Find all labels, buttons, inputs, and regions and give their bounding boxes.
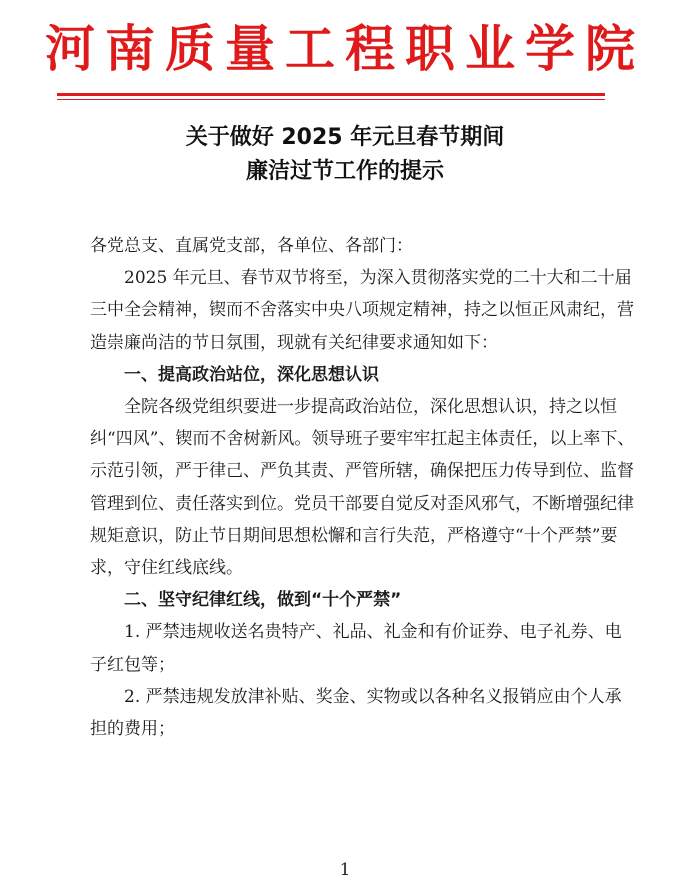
page-number: 1	[339, 860, 351, 880]
document-body	[90, 230, 638, 745]
institution-header: 河南质量工程职业学院	[45, 20, 645, 78]
title-line-2: 廉洁过节工作的提示	[245, 159, 444, 184]
intro-paragraph: 2025 年元旦、春节双节将至，为深入贯彻落实党的二十大和二十届三中全会精神，锲而不舍落实中央八项规定精神，持之以恒正风肃纪，营造崇廉尚洁的节日氛围，现就有关纪律要求通知如下：	[90, 268, 634, 353]
header-rule-thick	[57, 93, 605, 96]
section-1-paragraph: 全院各级党组织要进一步提高政治站位，深化思想认识，持之以恒纠“四风”、锲而不舍树新风。领导班子要牢牢扛起主体责任，以上率下、示范引领，严于律己、严负其责、严管所辖，确保把压力传导到位、监督管理到位、责任落实到位。党员干部要自觉反对歪风邪气，不断增强纪律规矩意识，防止节日期间思想松懈和言行失范，严格遵守“十个严禁”要求，守住红线底线。	[90, 397, 635, 579]
salutation: 各党总支、直属党支部，各单位、各部门：	[90, 236, 413, 256]
section-2-heading: 二、坚守纪律红线，做到“十个严禁”	[124, 590, 402, 611]
title-line-1: 关于做好 2025 年元旦春节期间	[185, 125, 505, 150]
document-title	[0, 121, 690, 189]
header-rule-thin	[57, 99, 605, 100]
list-item-1: 1. 严禁违规收送名贵特产、礼品、礼金和有价证券、电子礼券、电子红包等；	[90, 622, 622, 675]
section-1-heading: 一、提高政治站位，深化思想认识	[124, 364, 379, 385]
list-item-2: 2. 严禁违规发放津补贴、奖金、实物或以各种名义报销应由个人承担的费用；	[90, 686, 622, 740]
